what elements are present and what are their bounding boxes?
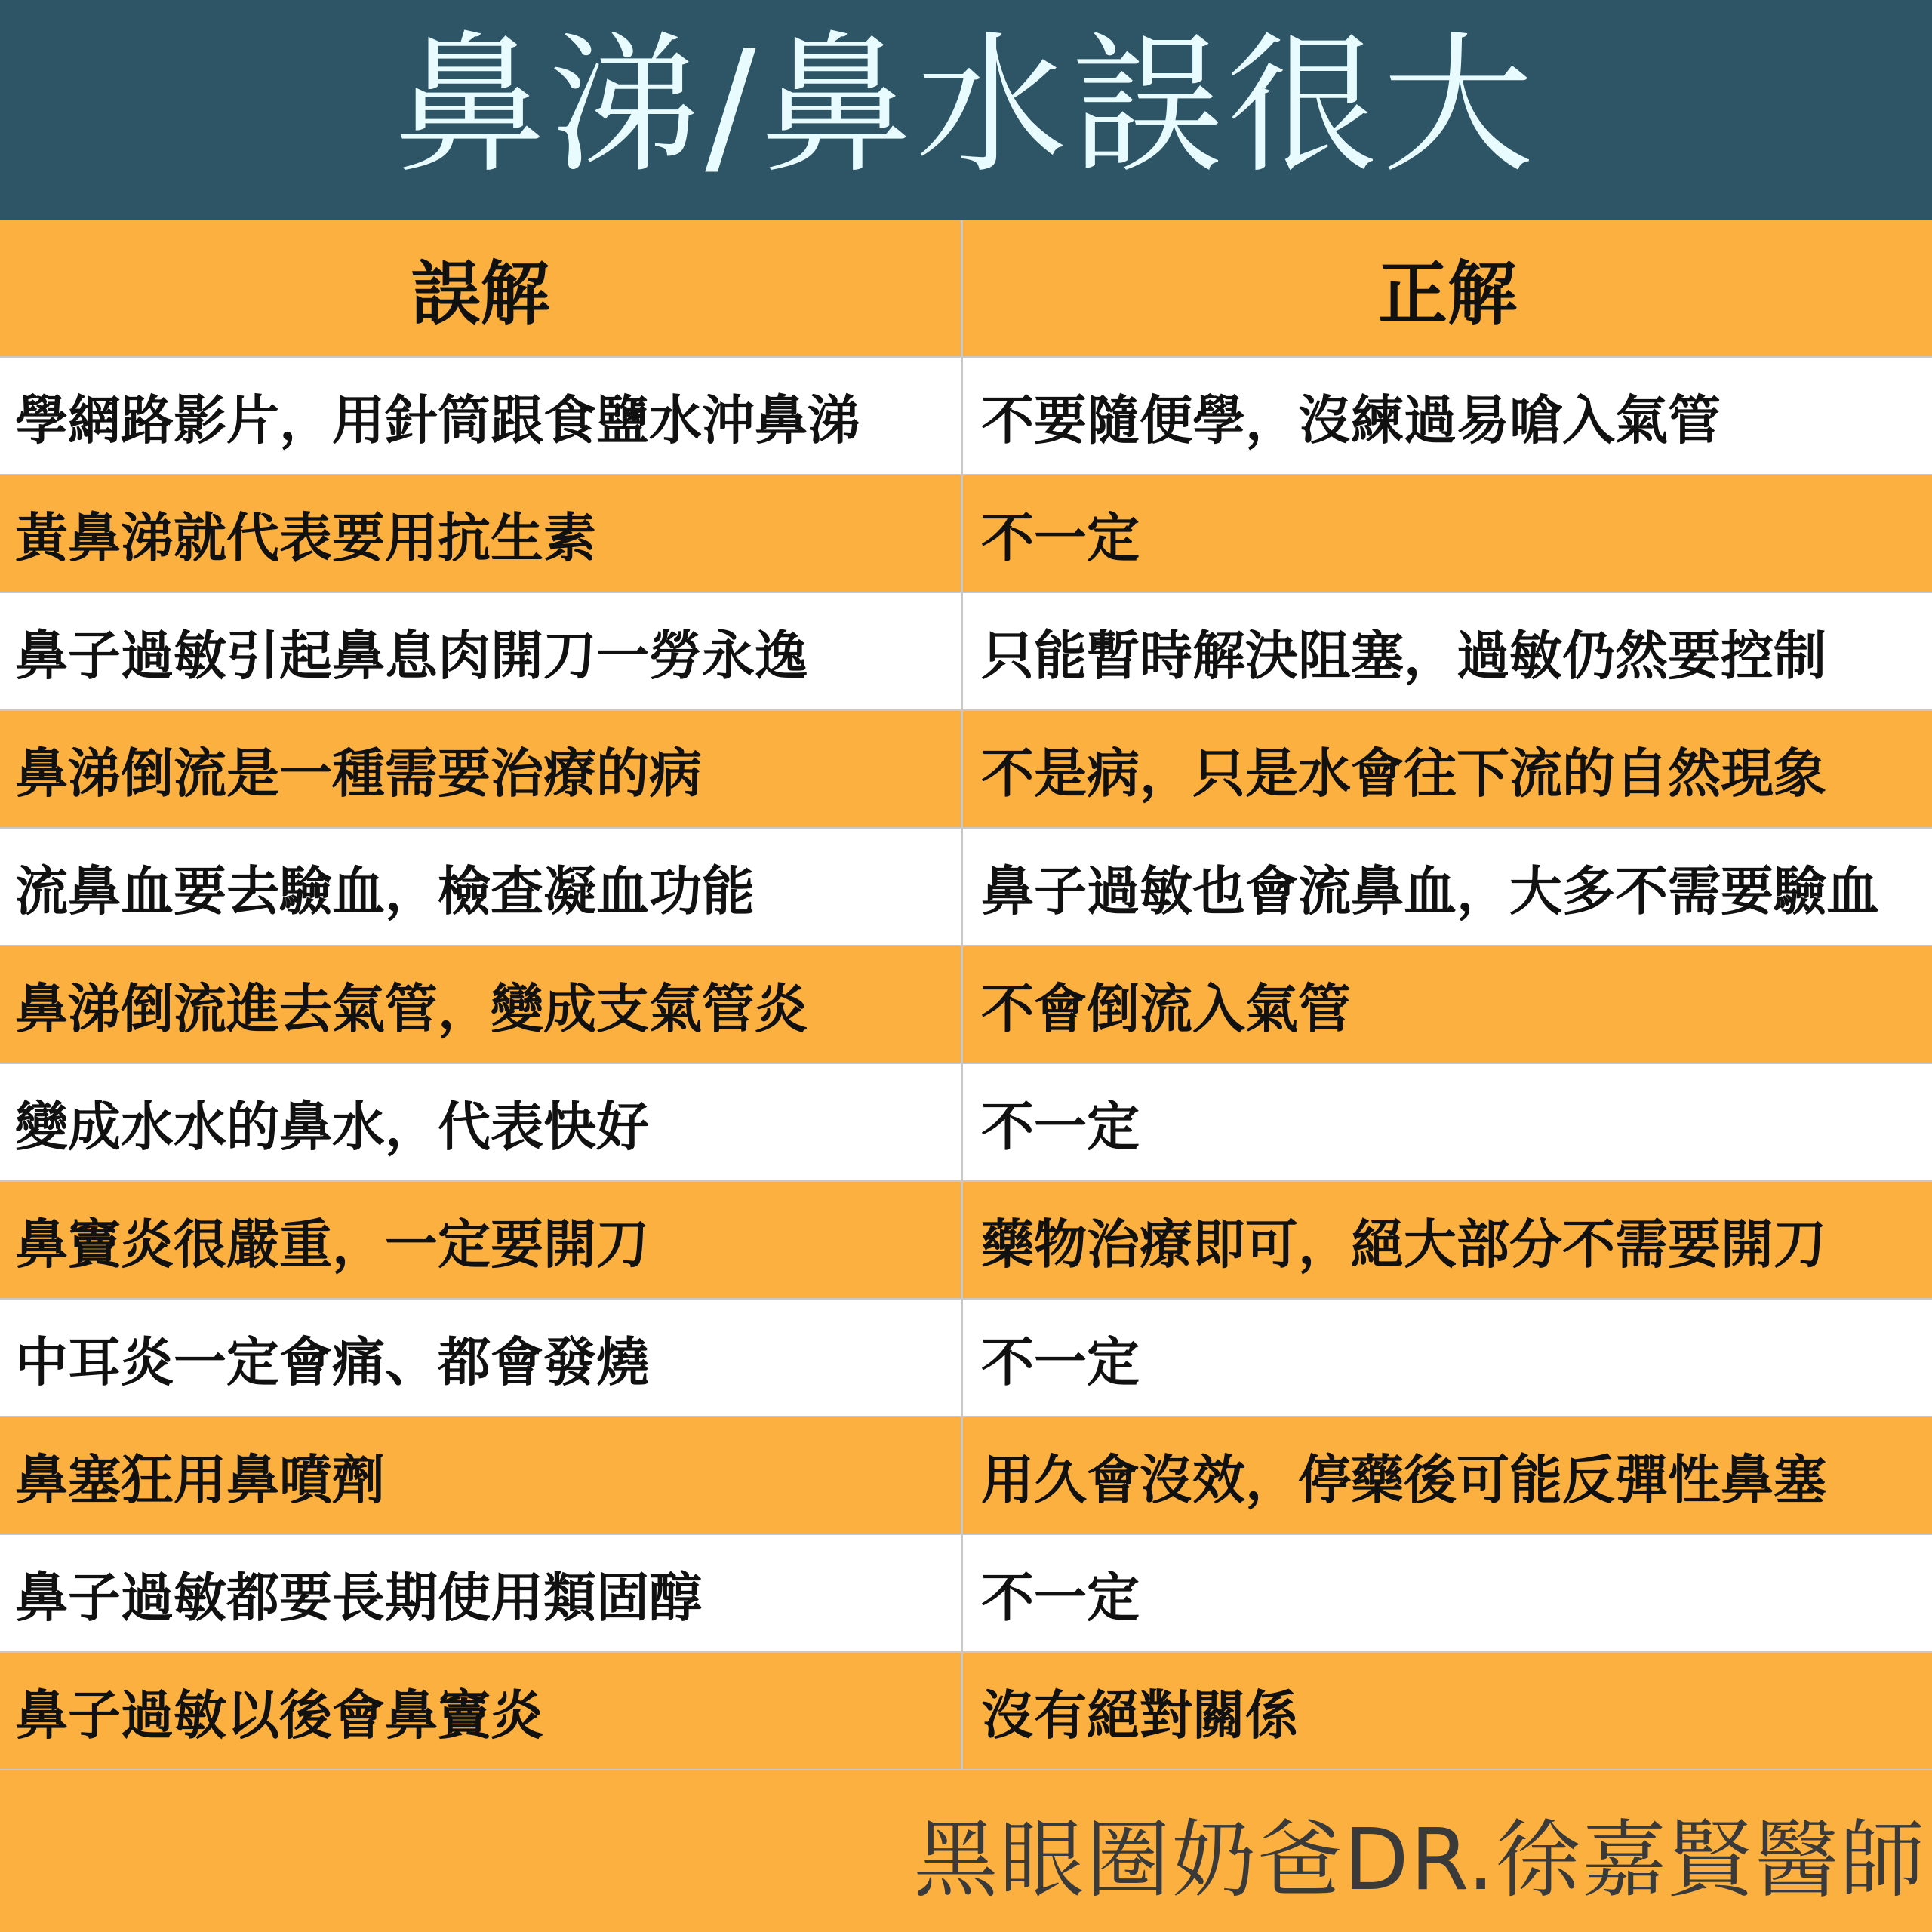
myth-fact-table	[0, 220, 1932, 1770]
fact-cell: 不要隨便學，沒練過易嗆入氣管	[981, 389, 1721, 451]
title-banner	[0, 0, 1932, 220]
column-header-myth: 誤解	[0, 220, 963, 356]
page-title: 鼻涕/鼻水誤很大	[394, 18, 1538, 194]
fact-cell: 不一定	[981, 1331, 1140, 1393]
author-signature: 黑眼圈奶爸DR.徐嘉賢醫師	[913, 1810, 1926, 1909]
myth-cell: 鼻子過敏都要長期使用類固醇	[0, 1535, 963, 1651]
fact-cell: 不一定	[981, 1566, 1140, 1629]
fact-cell: 用久會沒效，停藥後可能反彈性鼻塞	[981, 1448, 1826, 1511]
table-row	[0, 1064, 1932, 1182]
fact-cell: 不會倒流入氣管	[981, 977, 1351, 1040]
myth-cell: 黃鼻涕就代表要用抗生素	[0, 475, 963, 592]
myth-cell: 鼻竇炎很嚴重，一定要開刀	[0, 1182, 963, 1298]
table-row	[0, 711, 1932, 829]
table-row	[0, 1182, 1932, 1300]
myth-cell: 鼻子過敏引起鼻息肉開刀一勞永逸	[0, 593, 963, 709]
myth-cell: 鼻涕倒流進去氣管，變成支氣管炎	[0, 946, 963, 1063]
myth-cell: 流鼻血要去驗血，檢查凝血功能	[0, 829, 963, 945]
myth-cell: 變成水水的鼻水，代表快好	[0, 1064, 963, 1180]
fact-cell: 沒有絕對關係	[981, 1684, 1298, 1746]
table-row	[0, 829, 1932, 946]
myth-cell: 學網路影片，用針筒跟食鹽水沖鼻涕	[0, 358, 963, 474]
myth-cell: 中耳炎一定會痛、都會發燒	[0, 1300, 963, 1416]
table-row	[0, 1300, 1932, 1417]
table-row	[0, 1417, 1932, 1535]
column-header-fact: 正解	[1377, 254, 1517, 334]
myth-cell: 鼻涕倒流是一種需要治療的病	[0, 711, 963, 827]
fact-cell: 藥物治療即可，絕大部分不需要開刀	[981, 1213, 1826, 1275]
table-row	[0, 475, 1932, 593]
table-row	[0, 1653, 1932, 1770]
fact-cell: 不一定	[981, 1095, 1140, 1158]
table-header-row	[0, 220, 1932, 358]
myth-cell: 鼻子過敏以後會鼻竇炎	[0, 1653, 963, 1769]
table-row	[0, 593, 1932, 711]
table-row	[0, 358, 1932, 475]
table-row	[0, 946, 1932, 1064]
fact-cell: 不是病，只是水會往下流的自然現象	[981, 742, 1826, 804]
fact-cell: 鼻子過敏也會流鼻血，大多不需要驗血	[981, 860, 1879, 922]
myth-cell: 鼻塞狂用鼻噴劑	[0, 1417, 963, 1534]
table-row	[0, 1535, 1932, 1653]
fact-cell: 不一定	[981, 506, 1140, 569]
fact-cell: 只能暫時解決阻塞，過敏仍然要控制	[981, 624, 1826, 687]
